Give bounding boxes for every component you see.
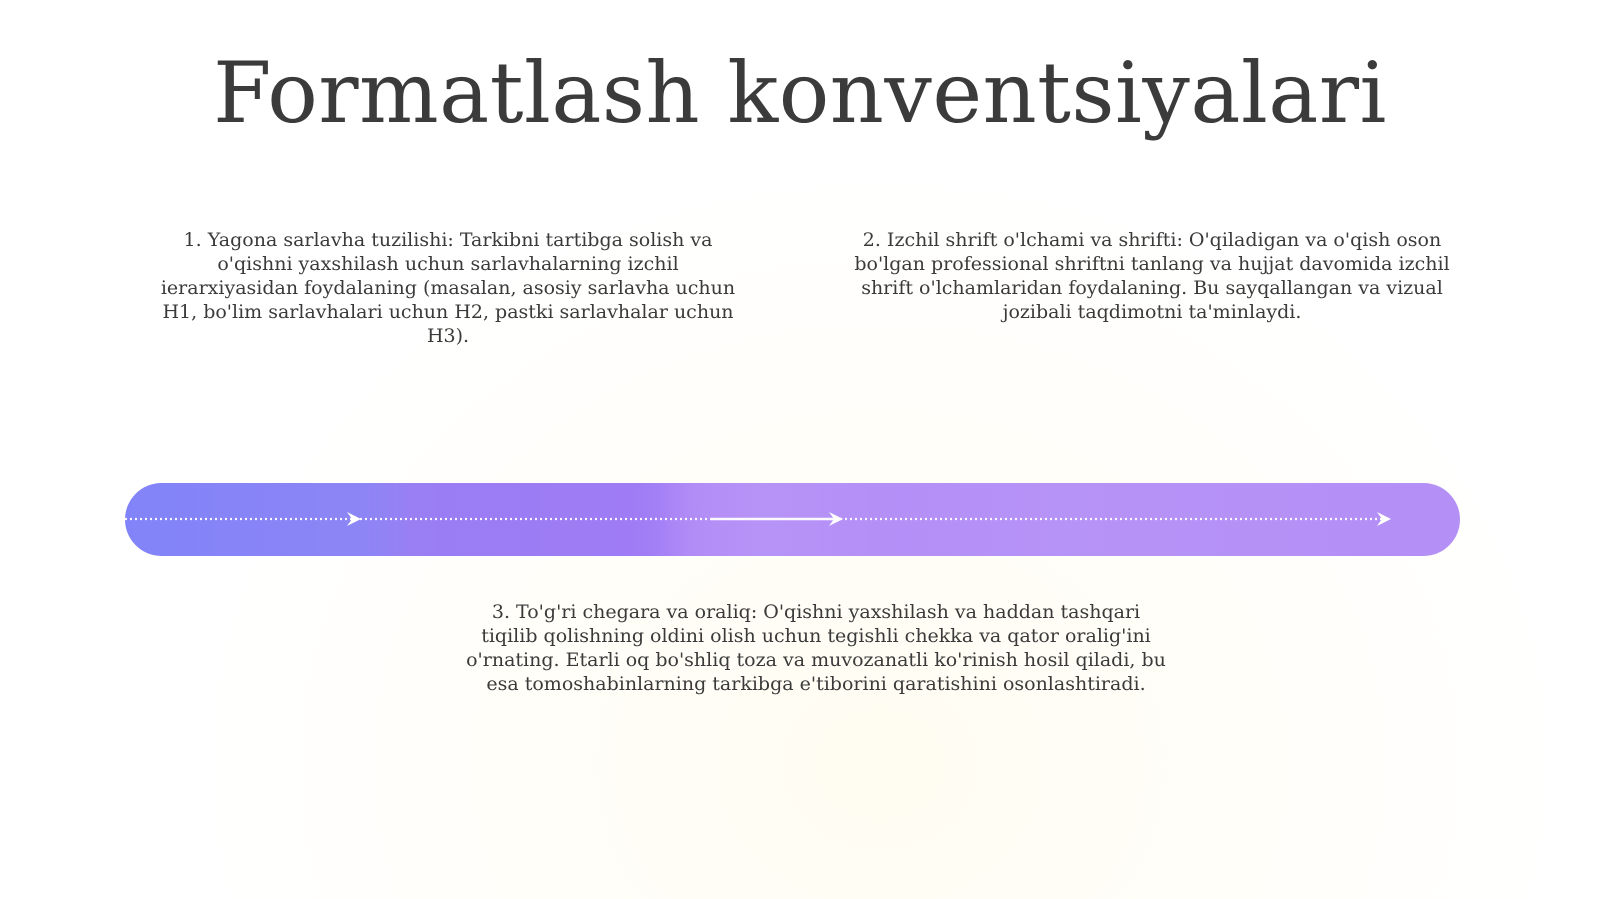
arrow-right-icon xyxy=(1377,512,1391,526)
point-3-text: 3. To'g'ri chegara va oraliq: O'qishni yaxshilash va haddan tashqari tiqilib qolishning oldini olish uchun tegishli chekka va qator oralig'ini o'rnating. Etarli oq bo'shliq toza va muvozanatli ko'rinish hosil qiladi, bu esa tomoshabinlarning tarkibga e'tiborini qaratishini osonlashtiradi. xyxy=(466,601,1166,695)
arrow-right-icon xyxy=(347,512,361,526)
slide-title: Formatlash konventsiyalari xyxy=(213,44,1387,142)
timeline-bar xyxy=(125,483,1460,556)
point-2-text: 2. Izchil shrift o'lchami va shrifti: O'qiladigan va o'qish oson bo'lgan professional shriftni tanlang va hujjat davomida izchil shrift o'lchamlaridan foydalaning. Bu sayqallangan va vizual jozibali taqdimotni ta'minlaydi. xyxy=(854,229,1450,323)
timeline-line xyxy=(125,483,1460,556)
point-1-text: 1. Yagona sarlavha tuzilishi: Tarkibni tartibga solish va o'qishni yaxshilash uchun sarlavhalarning izchil ierarxiyasidan foydalaning (masalan, asosiy sarlavha uchun H1, bo'lim sarlavhalari uchun H2, pastki sarlavhalar uchun H3). xyxy=(160,229,736,347)
